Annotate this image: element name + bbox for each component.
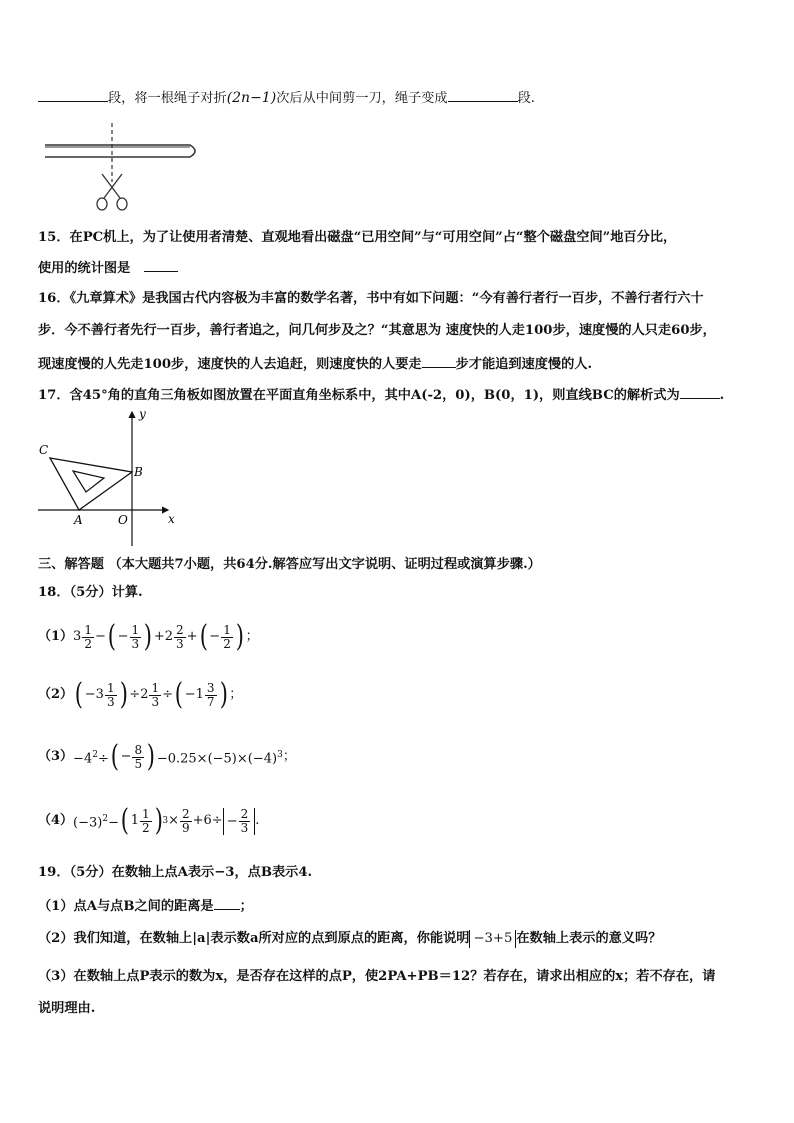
q19-part2: （2）我们知道，在数轴上|a|表示数a所对应的点到原点的距离，你能说明 −3+5 在数轴上表示的意义吗？ [38,931,662,946]
q18-title: 18．（5分）计算. [38,585,143,600]
answer-blank[interactable] [38,88,108,102]
rope-scissors-figure [40,120,210,215]
q16-line3: 现速度慢的人先走100步，速度快的人去追赶，则速度快的人要走 步才能追到速度慢的人. [38,354,592,374]
q19-part3-line1: （3）在数轴上点P表示的数为x，是否存在这样的点P，使2PA+PB＝12？若存在，请求出相应的x；若不存在，请 [38,969,716,984]
q15-line2: 使用的统计图是 [38,258,178,278]
answer-blank[interactable] [680,385,720,399]
coordinate-figure [36,408,186,550]
label-o: O [118,513,128,527]
triangle-outer [50,458,132,510]
answer-blank[interactable] [144,258,178,272]
label-b: B [134,465,143,479]
label-y: y [139,408,146,421]
q14-line: 段，将一根绳子对折(2n−1)次后从中间剪一刀，绳子变成 段. [38,88,535,108]
q18-part3: （3） $-4^2\div$ ( − $\frac{8}{5}$ ) $-0.25\times(-5)\times(-4)^3$ ； [38,739,296,774]
answer-blank[interactable] [214,896,240,910]
label-a: A [74,513,83,527]
triangle-inner [73,471,104,492]
q15-line1: 15．在PC机上，为了让使用者清楚、直观地看出磁盘“已用空间”与“可用空间”占“整个磁盘空间”地百分比， [38,230,677,245]
section-heading: 三、解答题 （本大题共7小题，共64分.解答应写出文字说明、证明过程或演算步骤.） [38,557,541,572]
answer-blank[interactable] [448,88,518,102]
formula: (2n−1) [226,90,277,106]
q18-part1: （1） 3 $\frac{1}{2}$ − ( − $\frac{1}{3}$ ) +2 $\frac{2}{3}$ + ( − $\frac{1}{2}$ ) ； [38,619,259,654]
q17-line: 17．含45°角的直角三角板如图放置在平面直角坐标系中，其中A(-2，0)，B(0，1)，则直线BC的解析式为 . [38,385,724,405]
q16-line1: 16．《九章算术》是我国古代内容极为丰富的数学名著，书中有如下问题：“今有善行者行一百步，不善行者行六十 [38,291,704,306]
q19-part1: （1）点A与点B之间的距离是 ； [38,896,253,916]
q18-part2: （2） ( −3 $\frac{1}{3}$ ) ÷2 $\frac{1}{3}$ ÷ ( −1 $\frac{3}{7}$ ) ； [38,677,243,712]
label-x: x [168,512,175,526]
label-c: C [39,443,49,457]
q19-part3-line2: 说明理由. [38,1001,96,1016]
answer-blank[interactable] [422,354,456,368]
q19-title: 19．（5分）在数轴上点A表示−3，点B表示4. [38,865,313,880]
q18-part4: （4） $(-3)^2-$ ( 1 $\frac{1}{2}$ ) 3 × $\frac{2}{9}$ +6÷ − $\frac{2}{3}$ . [38,803,260,838]
q16-line2: 步．今不善行者先行一百步，善行者追之，问几何步及之？“其意思为 速度快的人走100步，速度慢的人只走60步， [38,323,716,338]
